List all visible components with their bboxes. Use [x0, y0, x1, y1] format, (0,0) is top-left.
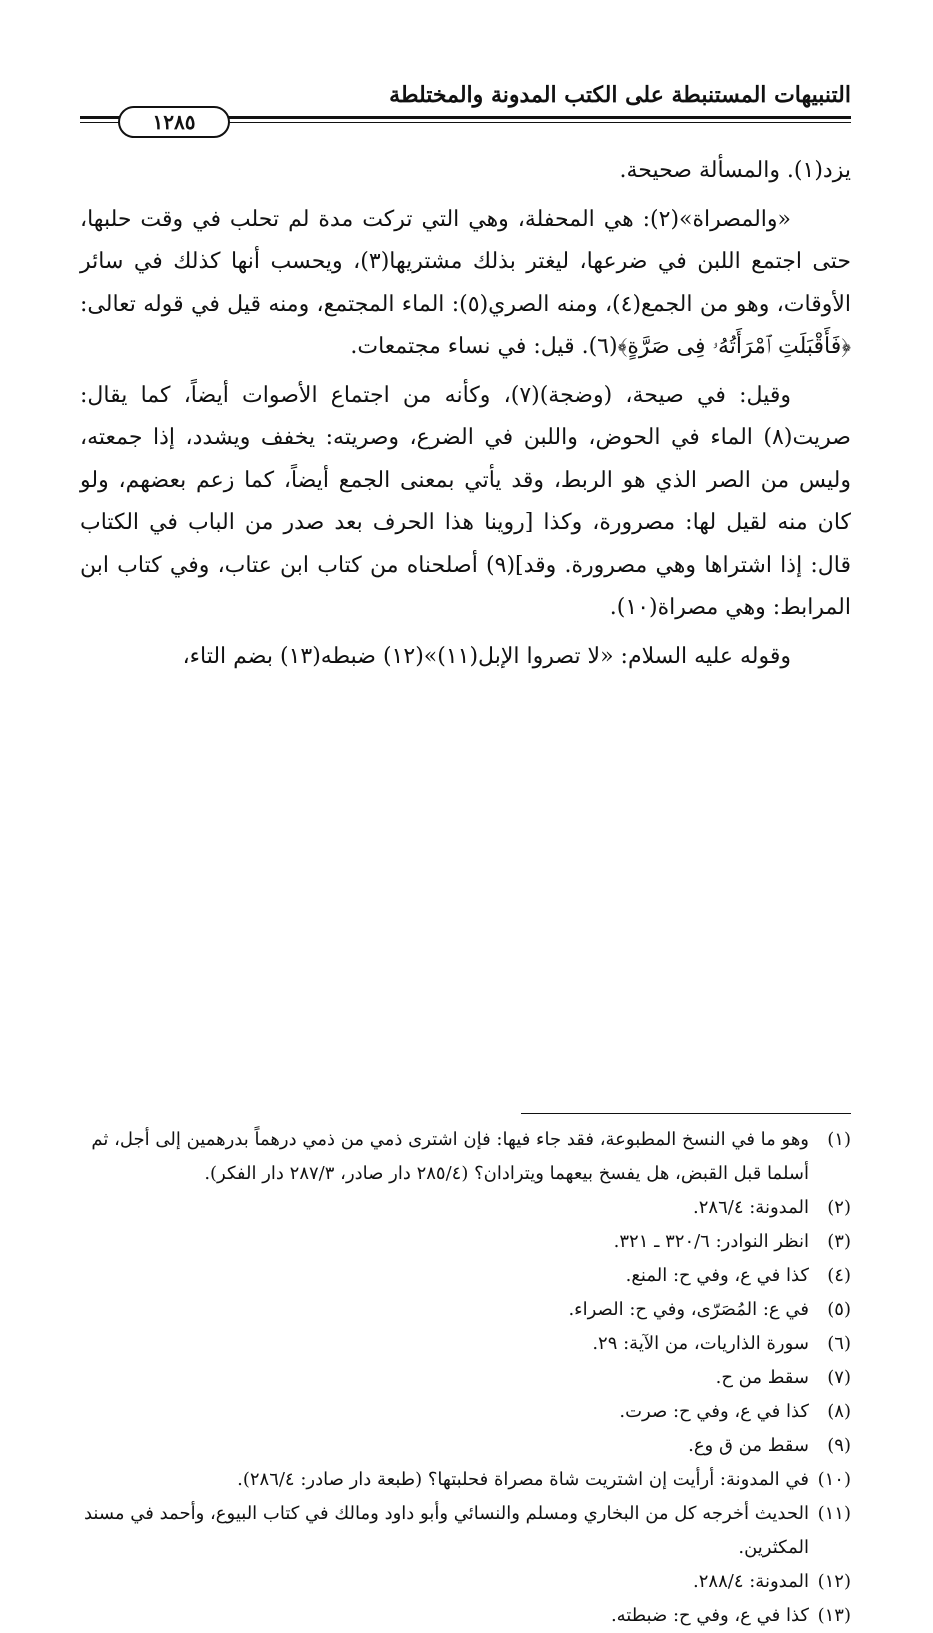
- page-number: ١٢٨٥: [118, 106, 230, 138]
- footnote: [80, 1225, 851, 1259]
- footnote: [80, 1565, 851, 1599]
- paragraph-2: «والمصراة»(٢): هي المحفلة، وهي التي تركت مدة لم تحلب في وقت حلبها، حتى اجتمع اللبن في ضرعها، ليغتر بذلك مشتريها(٣)، ويحسب أنها كذلك في سائر الأوقات، وهو من الجمع(٤)، ومنه الصري(٥): الماء المجتمع، ومنه قيل في قوله تعالى: ﴿فَأَقْبَلَتِ ٱمْرَأَتُهُۥ فِى صَرَّةٍ﴾(٦). قيل: في نساء مجتمعات.: [80, 206, 851, 359]
- footnote: [80, 1463, 851, 1497]
- footnote-text: الحديث أخرجه كل من البخاري ومسلم والنسائي وأبو داود ومالك في كتاب البيوع، وأحمد في مسند المكثرين.: [83, 1503, 809, 1558]
- footnote: [80, 1293, 851, 1327]
- footnote: [80, 1327, 851, 1361]
- header-rule: [80, 110, 851, 134]
- paragraph-3: وقيل: في صيحة، (وضجة)(٧)، وكأنه من اجتماع الأصوات أيضاً، كما يقال: صريت(٨) الماء في الحوض، واللبن في الضرع، وصريته: يخفف ويشدد، إذا جمعته، وليس من الصر الذي هو الربط، وقد يأتي بمعنى الجمع أيضاً، كما زعم بعضهم، ولو كان منه لقيل لها: مصرورة، وكذا [روينا هذا الحرف بعد صدر من الباب في الكتاب قال: إذا اشتراها وهي مصرورة. وقد](٩) أصلحناه من كتاب ابن عتاب، وفي كتاب ابن المرابط: وهي مصراة(١٠).: [80, 382, 852, 620]
- footnote: [80, 1429, 851, 1463]
- footnote-text: سقط من ق وع.: [688, 1435, 809, 1456]
- footnote: [80, 1123, 851, 1191]
- footnote-text: انظر النوادر: ٣٢٠/٦ ـ ٣٢١.: [613, 1231, 809, 1252]
- footnote-text: كذا في ع، وفي ح: ضبطته.: [610, 1605, 809, 1626]
- footnote: [80, 1497, 851, 1565]
- paragraph-4: وقوله عليه السلام: «لا تصروا الإبل(١١)»(١٢) ضبطه(١٣) بضم التاء،: [182, 643, 791, 669]
- footnote-text: المدونة: ٢٨٨/٤.: [693, 1571, 809, 1592]
- footnote-number: (٥): [827, 1299, 851, 1320]
- footnote-number: (٦): [827, 1333, 851, 1354]
- footnote-number: (٨): [827, 1401, 851, 1422]
- footnote-text: المدونة: ٢٨٦/٤.: [693, 1197, 809, 1218]
- page-header: [80, 80, 851, 132]
- footnote: [80, 1395, 851, 1429]
- paragraph-1: يزد(١). والمسألة صحيحة.: [619, 158, 851, 183]
- footnote-number: (٧): [827, 1367, 851, 1388]
- footnote-separator: [521, 1113, 851, 1114]
- footnote-number: (١٣): [817, 1605, 851, 1626]
- footnote-text: كذا في ع، وفي ح: المنع.: [625, 1265, 809, 1286]
- footnote-number: (١): [827, 1129, 851, 1150]
- footnote-number: (١٢): [817, 1571, 851, 1592]
- footnote-text: في ع: المُصَرّى، وفي ح: الصراء.: [568, 1299, 809, 1320]
- footnote: [80, 1361, 851, 1395]
- footnote-number: (٣): [827, 1231, 851, 1252]
- footnote-number: (٩): [827, 1435, 851, 1456]
- footnote-text: وهو ما في النسخ المطبوعة، فقد جاء فيها: فإن اشترى ذمي من ذمي درهماً بدرهمين إلى أجل، ثم أسلما قبل القبض، هل يفسخ بيعهما ويترادان؟ (٢٨٥/٤ دار صادر، ٢٨٧/٣ دار الفكر).: [91, 1129, 809, 1184]
- footnote-text: كذا في ع، وفي ح: صرت.: [619, 1401, 809, 1422]
- footnote-number: (٢): [827, 1197, 851, 1218]
- footnotes: [80, 1123, 851, 1633]
- footnote: [80, 1599, 851, 1633]
- main-text: [80, 150, 851, 678]
- footnote-text: سورة الذاريات، من الآية: ٢٩.: [592, 1333, 809, 1354]
- footnote: [80, 1191, 851, 1225]
- footnote-number: (١١): [817, 1503, 851, 1524]
- footnote-number: (١٠): [817, 1469, 851, 1490]
- running-title: التنبيهات المستنبطة على الكتب المدونة والمختلطة: [389, 82, 851, 108]
- footnote: [80, 1259, 851, 1293]
- footnote-number: (٤): [827, 1265, 851, 1286]
- footnote-text: سقط من ح.: [715, 1367, 809, 1388]
- footnote-text: في المدونة: أرأيت إن اشتريت شاة مصراة فحلبتها؟ (طبعة دار صادر: ٢٨٦/٤).: [237, 1469, 809, 1490]
